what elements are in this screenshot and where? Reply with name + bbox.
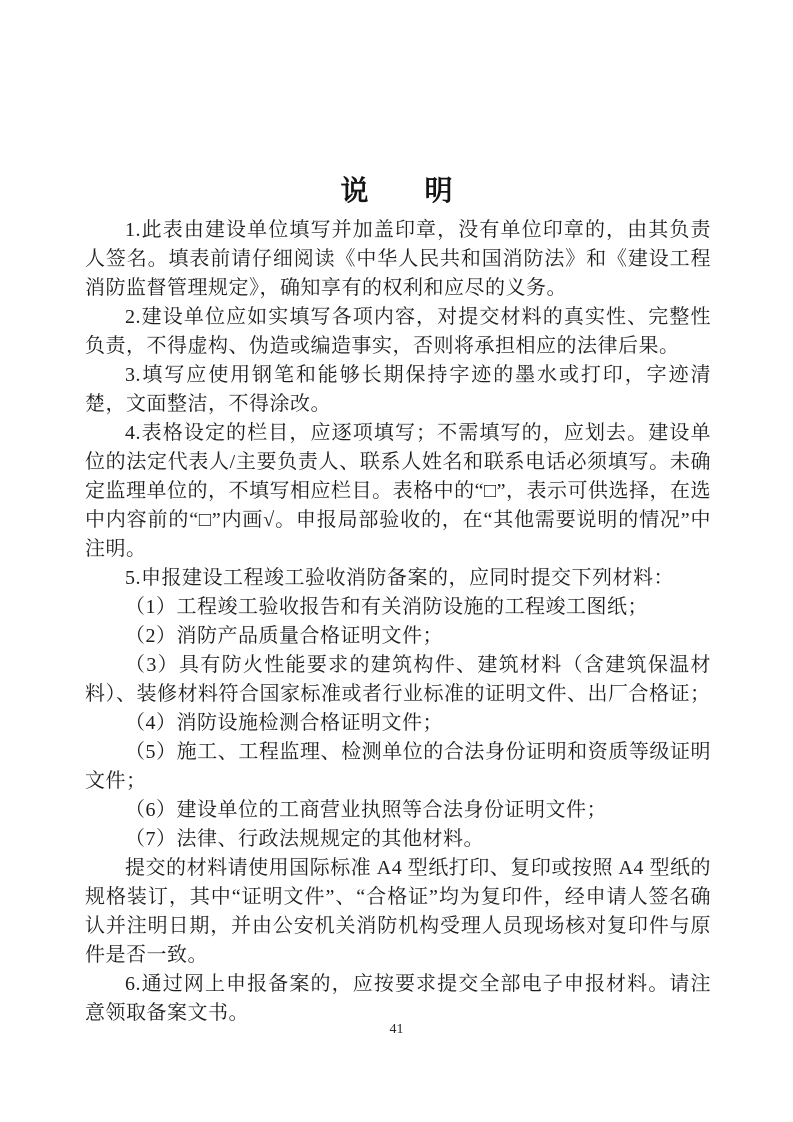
instruction-2: 2.建设单位应如实填写各项内容，对提交材料的真实性、完整性负责，不得虚构、伪造或编造事实，否则将承担相应的法律后果。 [85, 306, 711, 357]
page-footer [0, 1022, 793, 1038]
instruction-5-item-1: （1）工程竣工验收报告和有关消防设施的工程竣工图纸； [125, 596, 648, 618]
instruction-5-item-4: （4）消防设施检测合格证明文件； [125, 712, 443, 734]
instruction-5: 5.申报建设工程竣工验收消防备案的，应同时提交下列材料： [125, 567, 674, 589]
instruction-5-item-6: （6）建设单位的工商营业执照等合法身份证明文件； [125, 799, 607, 821]
page-title: 说 明 [340, 175, 453, 206]
instruction-5-item-3: （3）具有防火性能要求的建筑构件、建筑材料（含建筑保温材料）、装修材料符合国家标准或者行业标准的证明文件、出厂合格证； [85, 654, 711, 705]
instruction-5-item-7: （7）法律、行政法规规定的其他材料。 [125, 828, 484, 850]
instruction-5-note: 提交的材料请使用国际标准 A4 型纸打印、复印或按照 A4 型纸的规格装订，其中“证明文件”、“合格证”均为复印件，经申请人签名确认并注明日期，并由公安机关消防机构受理人员现场核对复印件与原件是否一致。 [85, 857, 711, 966]
instruction-5-item-5: （5）施工、工程监理、检测单位的合法身份证明和资质等级证明文件； [85, 741, 711, 792]
instructions-body [85, 216, 711, 1028]
instruction-4: 4.表格设定的栏目，应逐项填写；不需填写的，应划去。建设单位的法定代表人/主要负责人、联系人姓名和联系电话必须填写。未确定监理单位的，不填写相应栏目。表格中的“□”，表示可供选择，在选中内容前的“□”内画√。申报局部验收的，在“其他需要说明的情况”中注明。 [85, 422, 711, 560]
instruction-3: 3.填写应使用钢笔和能够长期保持字迹的墨水或打印，字迹清楚，文面整洁，不得涂改。 [85, 364, 711, 415]
instruction-6: 6.通过网上申报备案的，应按要求提交全部电子申报材料。请注意领取备案文书。 [85, 973, 711, 1024]
instruction-5-item-2: （2）消防产品质量合格证明文件； [125, 625, 443, 647]
instruction-1: 1.此表由建设单位填写并加盖印章，没有单位印章的，由其负责人签名。填表前请仔细阅读《中华人民共和国消防法》和《建设工程消防监督管理规定》，确知享有的权利和应尽的义务。 [85, 219, 711, 299]
page-number: 41 [389, 1022, 404, 1037]
